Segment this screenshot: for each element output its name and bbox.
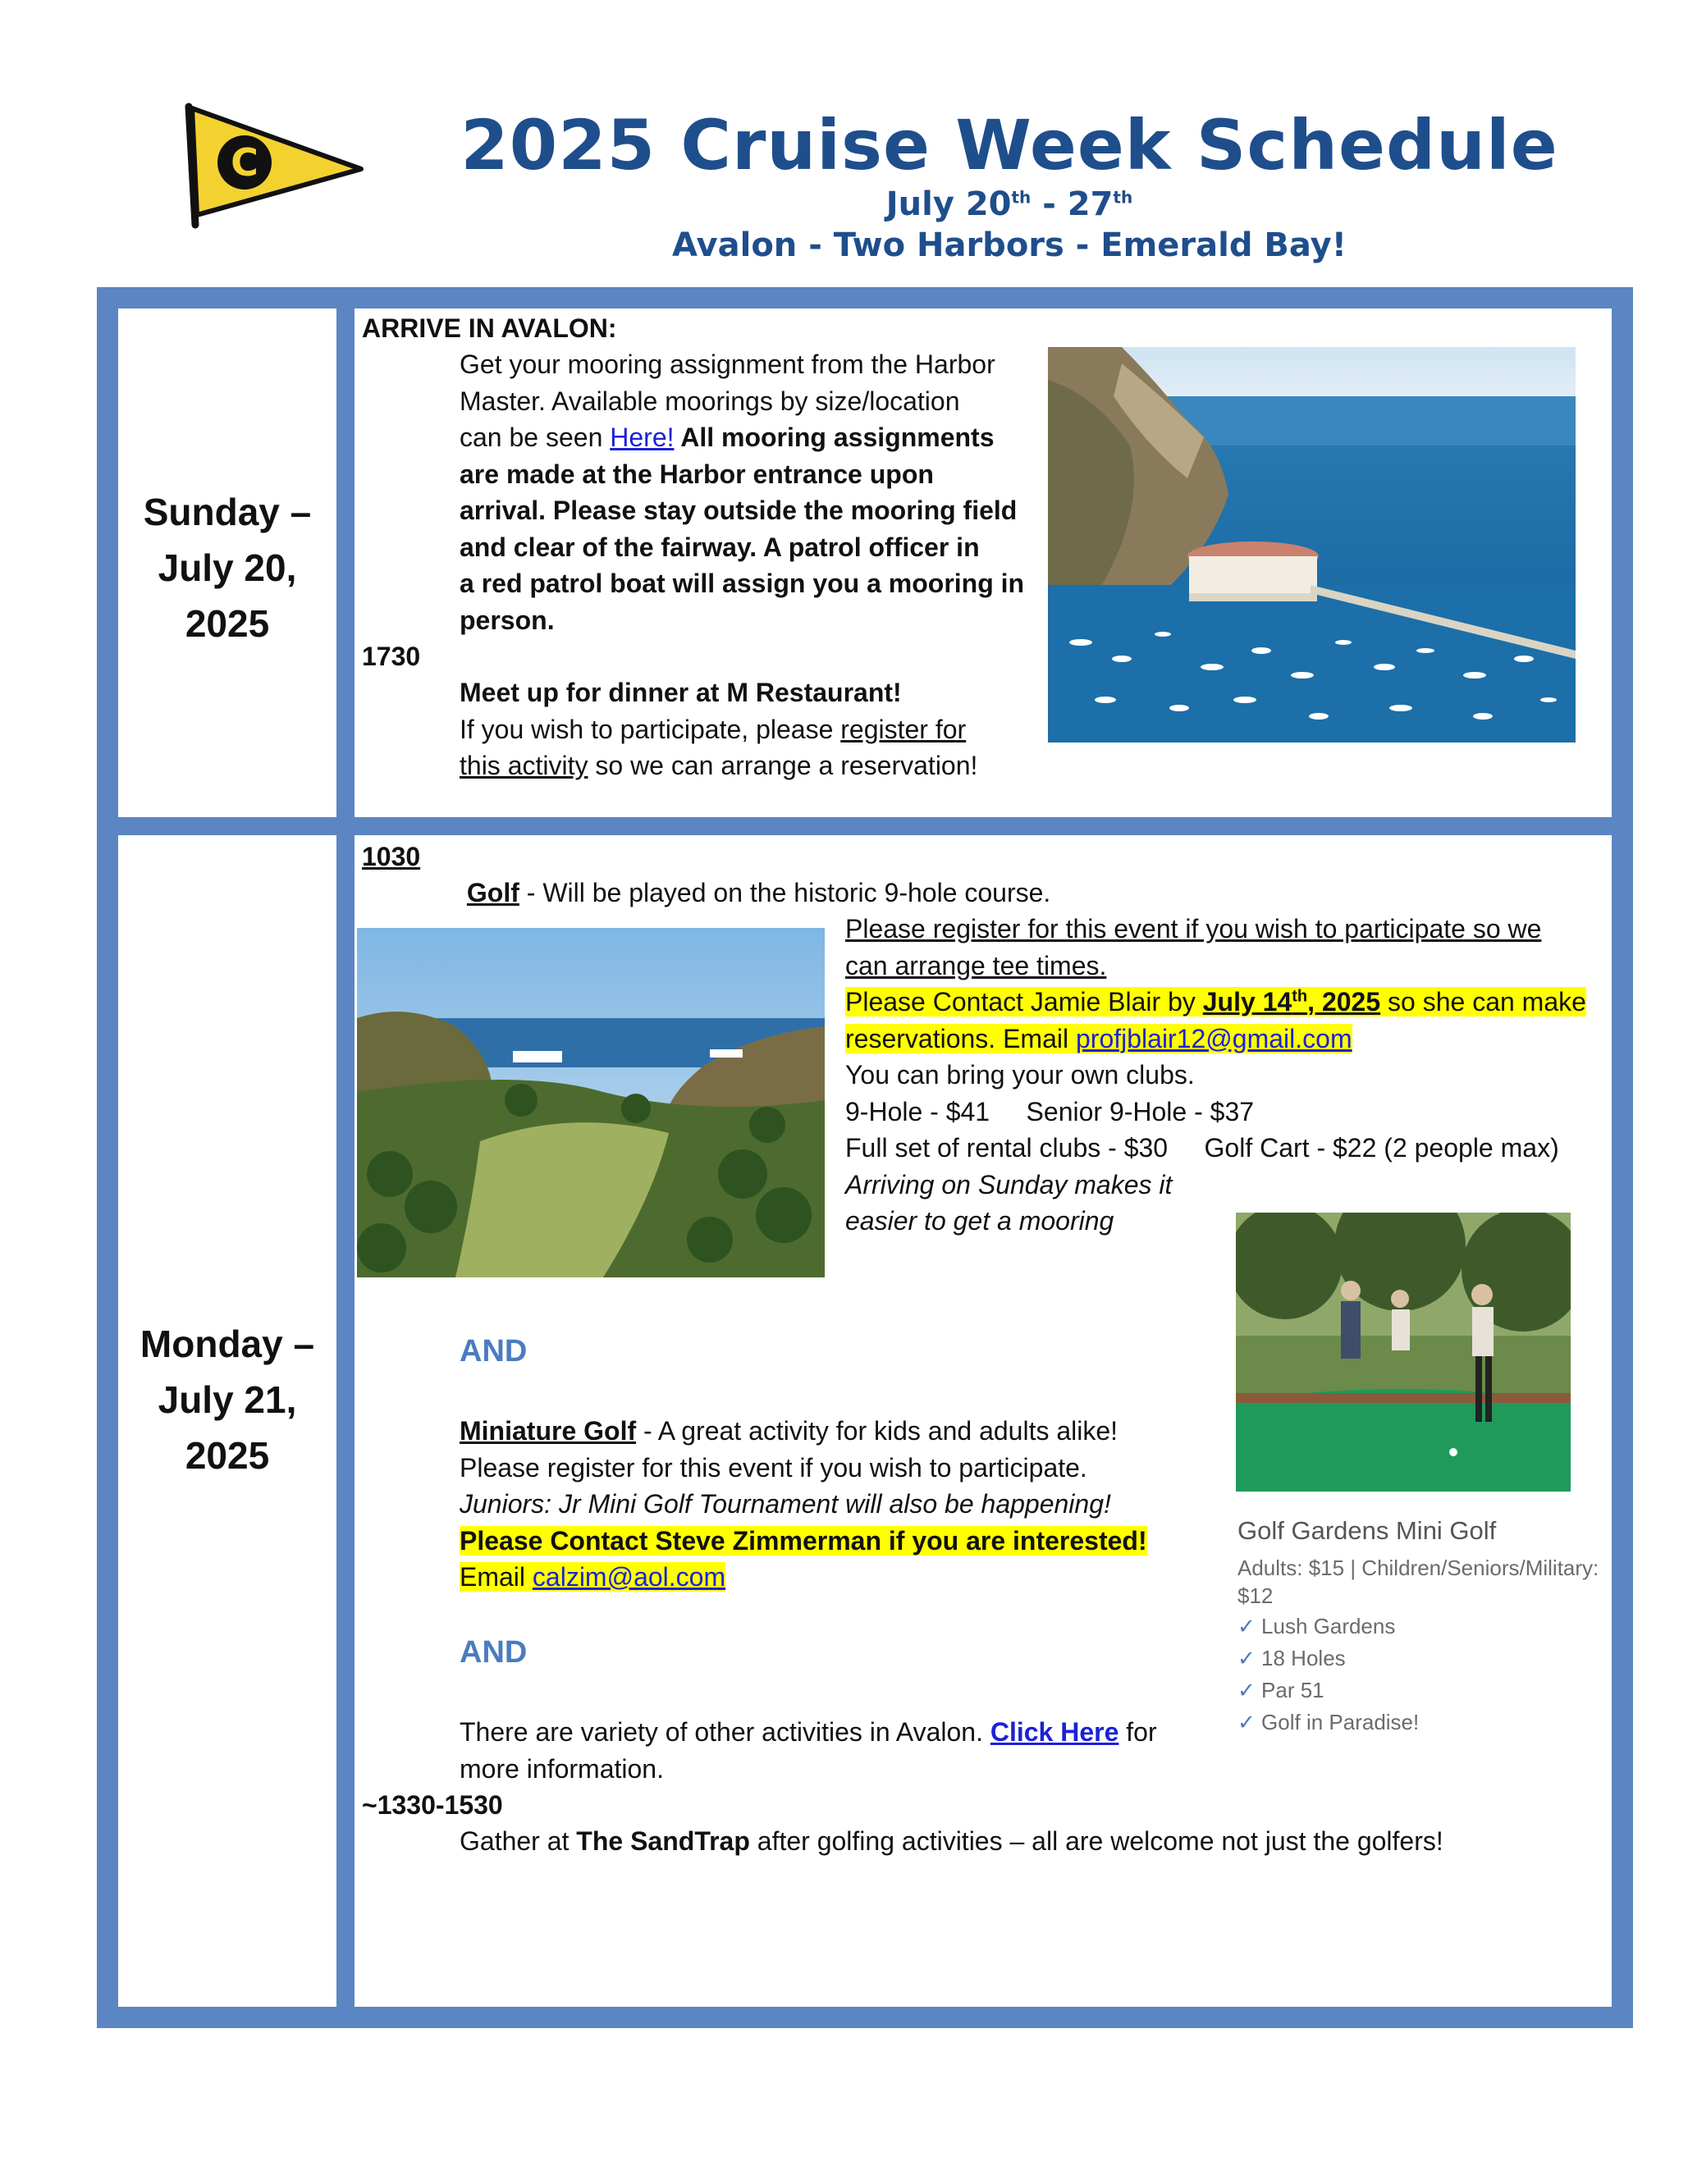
feature-item: ✓ 18 Holes: [1237, 1646, 1346, 1670]
sunday-dinner-text: Meet up for dinner at M Restaurant! If you wish to participate, please register for this activity so we can arrange a reservation!: [460, 678, 978, 780]
avalon-harbor-photo: [1048, 347, 1576, 742]
club-pennant-logo: [177, 100, 366, 231]
sunday-date: Sunday – July 20, 2025: [143, 491, 312, 645]
feature-item: ✓ Golf in Paradise!: [1237, 1710, 1420, 1734]
cruise-dates: July 20th - 27th: [885, 185, 1133, 223]
monday-time-gather: ~1330-1530: [362, 1790, 503, 1820]
monday-time-golf: 1030: [362, 842, 421, 871]
page-title: 2025 Cruise Week Schedule: [460, 105, 1558, 185]
sunday-mooring-text: Get your mooring assignment from the Harbor Master. Available moorings by size/location can be seen Here! All mooring assignments are made at the Harbor entrance upon arrival. Please stay outside the mooring field and clear of the fairway. A patrol officer in a red patrol boat will assign you a mooring in person.: [460, 350, 1025, 635]
check-icon: ✓: [1237, 1678, 1256, 1702]
check-icon: ✓: [1237, 1710, 1256, 1734]
gather-text: Gather at The SandTrap after golfing activities – all are welcome not just the golfers!: [460, 1826, 1443, 1856]
click-here-link[interactable]: Click Here: [990, 1717, 1119, 1747]
mini-golf-card-title: Golf Gardens Mini Golf: [1237, 1516, 1497, 1545]
golf-course-photo: [357, 928, 825, 1277]
feature-item: ✓ Par 51: [1237, 1678, 1324, 1702]
check-icon: ✓: [1237, 1614, 1256, 1638]
monday-date: Monday – July 21, 2025: [140, 1323, 315, 1477]
steve-email-link[interactable]: calzim@aol.com: [532, 1562, 726, 1592]
feature-item: ✓ Lush Gardens: [1237, 1614, 1396, 1638]
golf-line: Golf - Will be played on the historic 9-hole course.: [466, 878, 1051, 907]
jamie-email-link[interactable]: profjblair12@gmail.com: [1075, 1023, 1352, 1053]
sunday-heading: ARRIVE IN AVALON:: [362, 313, 617, 343]
register-link-cont[interactable]: this activity: [460, 751, 588, 780]
cruise-route: Avalon - Two Harbors - Emerald Bay!: [672, 226, 1347, 264]
mini-golf-card-features: [1237, 1611, 1419, 1739]
golf-registration-text: Please register for this event if you wish to participate so we can arrange tee times. Please Contact Jamie Blair by July 14th, 2025 so she can make reservations. Email profjblair12@gmail.com You can bring your own clubs. 9-Hole - $41 Senior 9-Hole - $37 Full set of rental clubs - $30 Golf Cart - $22 (2 people max) Arriving on Sunday makes it easier to get a mooring: [845, 914, 1586, 1236]
svg-text:C: C: [231, 140, 258, 185]
sunday-time: 1730: [362, 642, 421, 671]
and-divider-2: AND: [460, 1635, 528, 1670]
mini-golf-photo: [1236, 1213, 1571, 1492]
and-divider-1: AND: [460, 1334, 528, 1368]
register-link[interactable]: register for: [840, 714, 967, 744]
other-activities-text: There are variety of other activities in Avalon. Click Here for more information.: [460, 1717, 1157, 1784]
mini-golf-card-prices: Adults: $15 | Children/Seniors/Military: $12: [1237, 1556, 1599, 1608]
check-icon: ✓: [1237, 1646, 1256, 1670]
mini-golf-text: Miniature Golf - A great activity for kids and adults alike! Please register for this event if you wish to participate. Juniors: Jr Mini Golf Tournament will also be happening! Please Contact Steve Zimmerman if you are interested! Email calzim@aol.com: [460, 1416, 1147, 1592]
moorings-here-link[interactable]: Here!: [610, 423, 675, 452]
